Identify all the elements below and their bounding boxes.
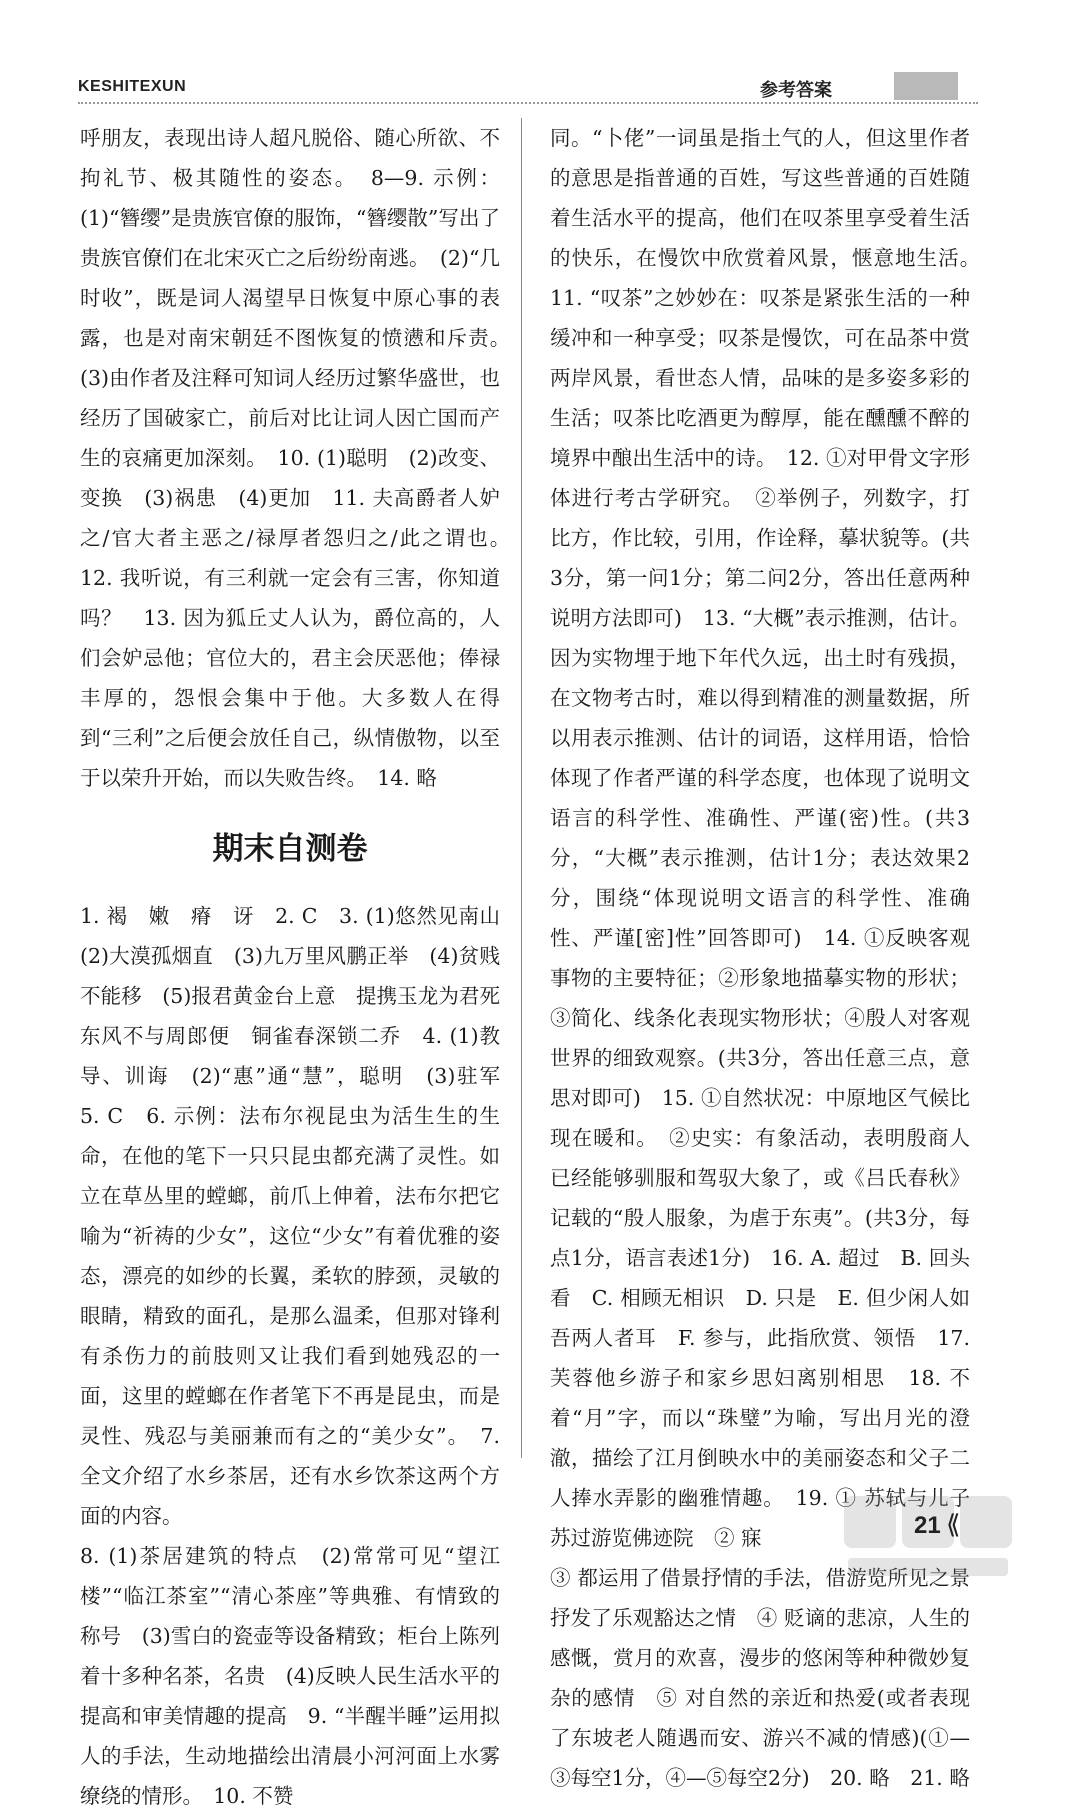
header-tab-block bbox=[894, 72, 958, 100]
page-header bbox=[78, 72, 978, 106]
answer-paragraph: 呼朋友，表现出诗人超凡脱俗、随心所欲、不拘礼节、极其随性的姿态。 8—9. 示例：(1)“簪缨”是贵族官僚的服饰，“簪缨散”写出了贵族官僚们在北宋灭亡之后纷纷南逃。 (2)“几时收”，既是词人渴望早日恢复中原心事的表露，也是对南宋朝廷不图恢复的愤懑和斥责。 (3)由作者及注释可知词人经历过繁华盛世，也经历了国破家亡，前后对比让词人因亡国而产生的哀痛更加深刻。 10. (1)聪明 (2)改变、变换 (3)祸患 (4)更加 11. 夫高爵者人妒之/官大者主恶之/禄厚者怨归之/此之谓也。 12. 我听说，有三利就一定会有三害，你知道吗？ 13. 因为狐丘丈人认为，爵位高的，人们会妒忌他；官位大的，君主会厌恶他；俸禄丰厚的，怨恨会集中于他。大多数人在得到“三利”之后便会放任自己，纵情傲物，以至于以荣升开始，而以失败告终。 14. 略 bbox=[80, 126, 521, 790]
header-divider bbox=[78, 102, 978, 104]
section-label: 参考答案 bbox=[760, 80, 832, 101]
column-divider bbox=[521, 118, 522, 1458]
answer-paragraph: 同。“卜佬”一词虽是指土气的人，但这里作者的意思是指普通的百姓，写这些普通的百姓随着生活水平的提高，他们在叹茶里享受着生活的快乐，在慢饮中欣赏着风景，惬意地生活。 11. “叹茶”之妙妙在：叹茶是紧张生活的一种缓冲和一种享受；叹茶是慢饮，可在品茶中赏两岸风景，看世态人情，品味的是多姿多彩的生活；叹茶比吃酒更为醇厚，能在醺醺不醉的境界中酿出生活中的诗。 12. ①对甲骨文字形体进行考古学研究。 ②举例子，列数字，打比方，作比较，引用，作诠释，摹状貌等。(共3分，第一问1分；第二问2分，答出任意两种说明方法即可) 13. “大概”表示推测，估计。因为实物埋于地下年代久远，出土时有残损，在文物考古时，难以得到精准的测量数据，所以用表示推测、估计的词语，这样用语，恰恰体现了作者严谨的科学态度，也体现了说明文语言的科学性、准确性、严谨(密)性。(共3分，“大概”表示推测，估计1分；表达效果2分，围绕“体现说明文语言的科学性、准确性、严谨[密]性”回答即可) 14. ①反映客观事物的主要特征；②形象地描摹实物的形状；③简化、线条化表现实物形状；④殷人对客观世界的细致观察。(共3分，答出任意三点，意思对即可) 15. ①自然状况：中原地区气候比现在暖和。 ②史实：有象活动，表明殷商人已经能够驯服和驾驭大象了，或《吕氏春秋》记载的“殷人服象，为虐于东夷”。(共3分，每点1分，语言表述1分) 16. A. 超过 B. 回头看 C. 相顾无相识 D. 只是 E. 但少闲人如吾两人者耳 F. 参与，此指欣赏、领悟 17. 芙蓉他乡游子和家乡思妇离别相思 18. 不着“月”字，而以“珠璧”为喻，写出月光的澄澈，描绘了江月倒映水中的美丽姿态和父子二人捧水弄影的幽雅情趣。 19. ① 苏轼与儿子苏过游览佛迹院 ② 寐 bbox=[550, 126, 991, 1550]
answer-paragraph: 1. 褐 嫩 瘠 讶 2. C 3. (1)悠然见南山 (2)大漠孤烟直 (3)九万里风鹏正举 (4)贫贱不能移 (5)报君黄金台上意 提携玉龙为君死 东风不与周郎便 铜雀春深锁二乔 4. (1)教导、训诲 (2)“惠”通“慧”，聪明 (3)驻军 5. C 6. 示例：法布尔视昆虫为活生生的生命，在他的笔下一只只昆虫都充满了灵性。如立在草丛里的螳螂，前爪上伸着，法布尔把它喻为“祈祷的少女”，这位“少女”有着优雅的姿态，漂亮的如纱的长翼，柔软的脖颈，灵敏的眼睛，精致的面孔，是那么温柔，但那对锋利有杀伤力的前肢则又让我们看到她残忍的一面，这里的螳螂在作者笔下不再是昆虫，而是灵性、残忍与美丽兼而有之的“美少女”。 7. 全文介绍了水乡茶居，还有水乡饮茶这两个方面的内容。 bbox=[80, 904, 521, 1528]
left-column bbox=[80, 118, 521, 1816]
page-number: 21 bbox=[914, 1512, 941, 1539]
section-title: 期末自测卷 bbox=[212, 831, 368, 867]
double-chevron-left-icon: ⟪ bbox=[946, 1510, 961, 1540]
answer-paragraph: 8. (1)茶居建筑的特点 (2)常常可见“望江楼”“临江茶室”“清心茶座”等典雅、有情致的称号 (3)雪白的瓷壶等设备精致；柜台上陈列着十多种名茶，名贵 (4)反映人民生活水平的提高和审美情趣的提高 9. “半醒半睡”运用拟人的手法，生动地描绘出清晨小河河面上水雾缭绕的情形。 10. 不赞 bbox=[80, 1544, 500, 1808]
brand-name: KESHITEXUN bbox=[78, 78, 187, 95]
answer-paragraph: ③ 都运用了借景抒情的手法，借游览所见之景抒发了乐观豁达之情 ④ 贬谪的悲凉，人生的感慨，赏月的欢喜，漫步的悠闲等种种微妙复杂的感情 ⑤ 对自然的亲近和热爱(或者表现了东坡老人随遇而安、游兴不减的情感)(①—③每空1分，④—⑤每空2分) 20. 略 21. 略 bbox=[550, 1566, 970, 1790]
